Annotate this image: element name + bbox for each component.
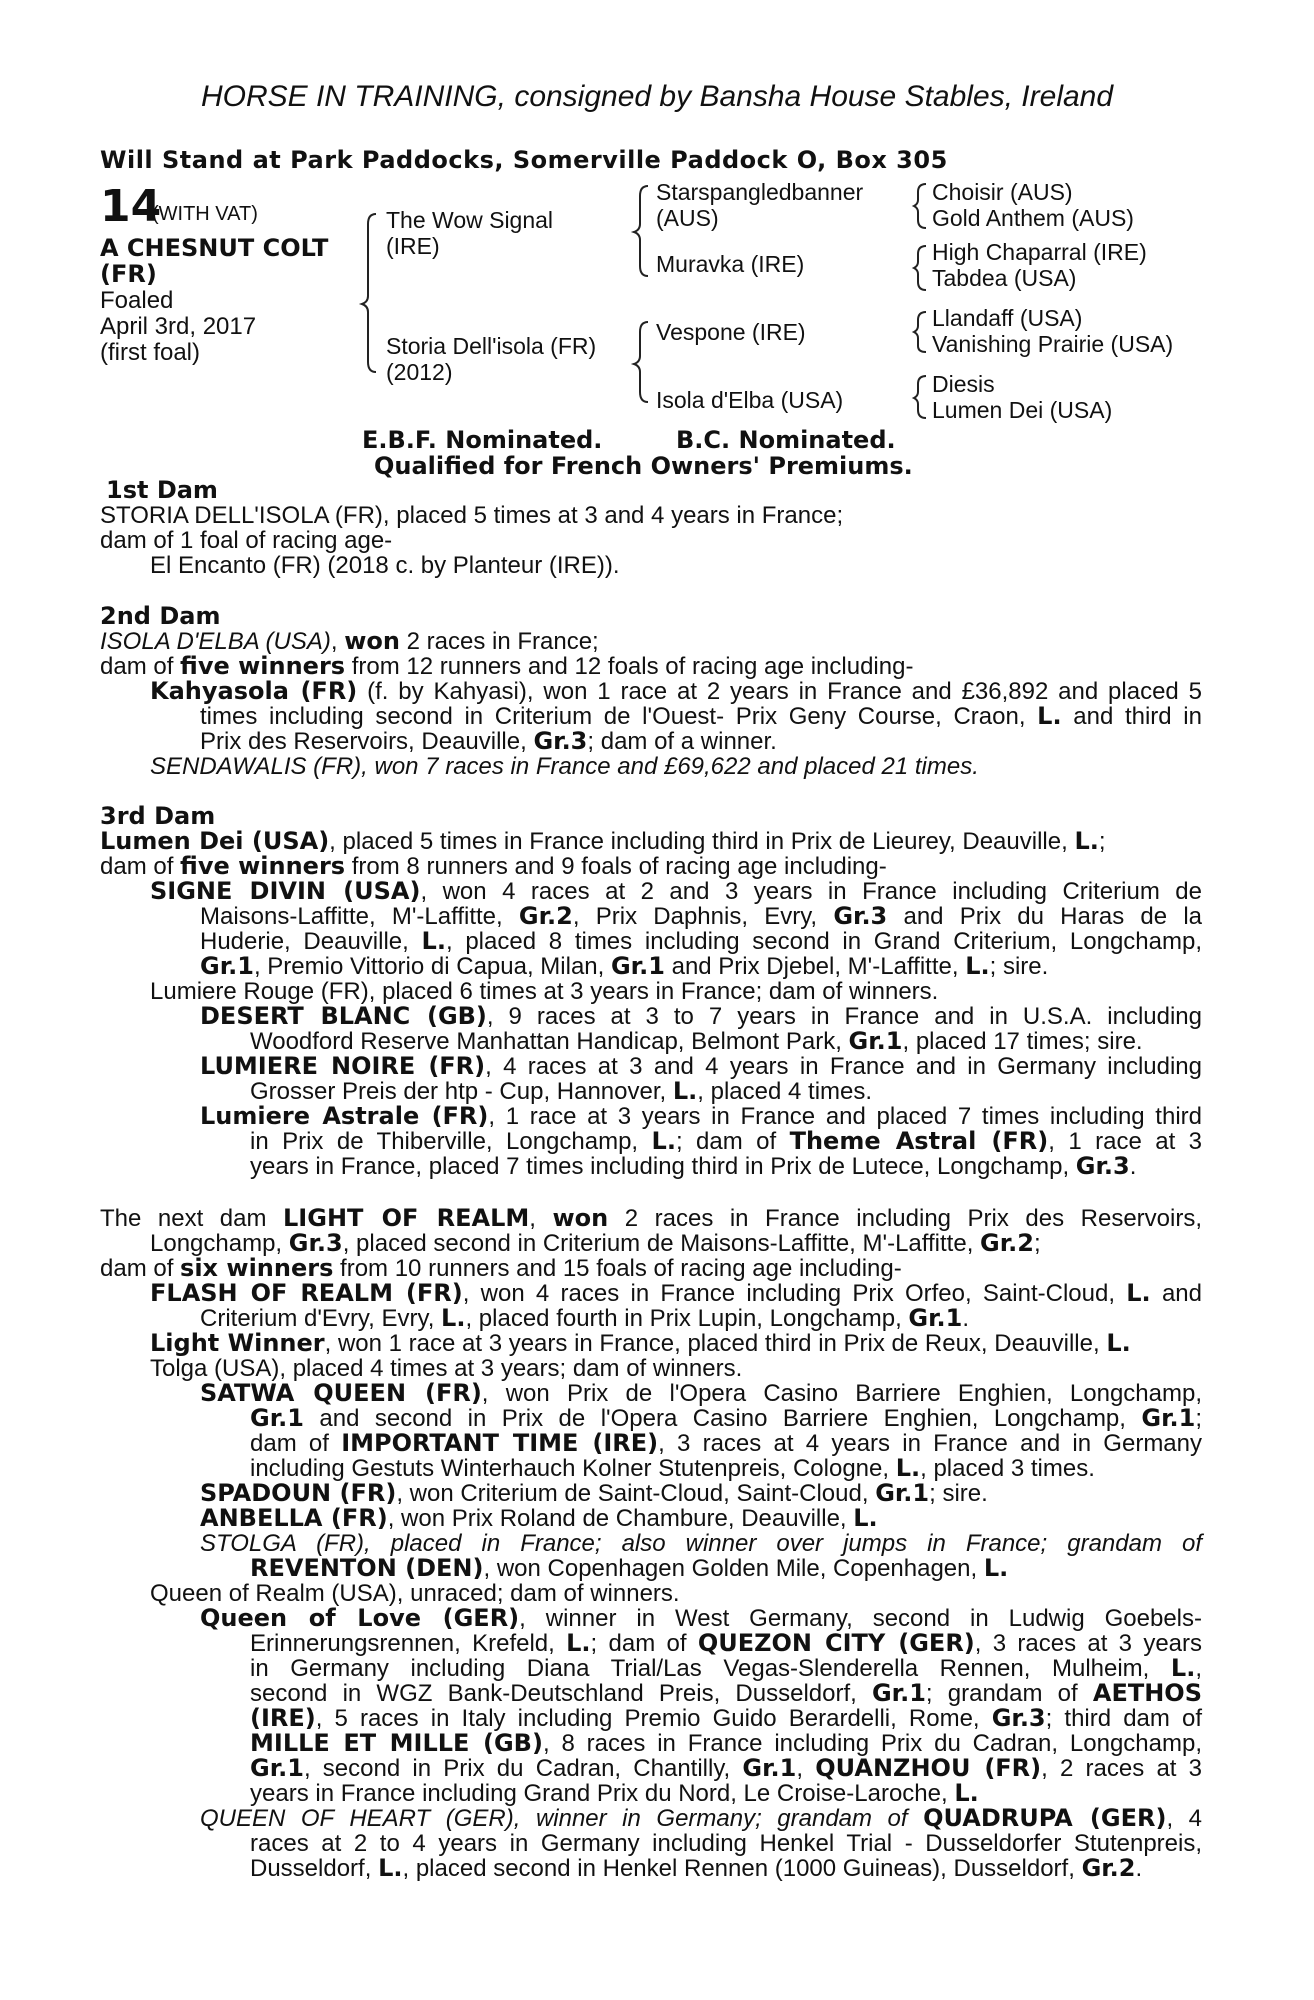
produce-entry-cont <box>100 904 1202 929</box>
produce-entry-cont <box>100 1154 1202 1179</box>
text-run: DESERT BLANC (GB) <box>200 1002 487 1030</box>
text-run: , placed 4 times. <box>697 1078 873 1105</box>
dam-produce-summary <box>100 1256 1202 1281</box>
produce-entry: Tolga (USA), placed 4 times at 3 years; dam of winners. <box>150 1355 743 1382</box>
text-run: in Prix de Thiberville, Longchamp, <box>250 1128 652 1155</box>
text-run: , 8 races in France including Prix du Cadran, Longchamp, <box>542 1730 1202 1757</box>
sire-name: The Wow Signal <box>386 207 554 233</box>
ancestor-1: Choisir (AUS) <box>932 179 1073 205</box>
produce-entry-cont <box>100 704 1202 729</box>
produce-entry-cont: races at 2 to 4 years in Germany including Henkel Trial - Dusseldorfer Stutenpreis, <box>250 1830 1202 1857</box>
text-run: including Gestuts Winterhauch Kolner Stutenpreis, Cologne, <box>250 1455 896 1482</box>
section-heading: 1st Dam <box>106 476 218 504</box>
dam-record-cont <box>100 1231 1202 1256</box>
text-run: , 1 race at 3 <box>1048 1128 1203 1155</box>
text-run: . <box>962 1305 970 1332</box>
text-run: ; <box>1195 1405 1202 1432</box>
text-run: Gr.1 <box>1141 1404 1196 1432</box>
text-run: , placed fourth in Prix Lupin, Longchamp, <box>465 1305 909 1332</box>
text-run: , placed second in Henkel Rennen (1000 Guineas), Dusseldorf, <box>402 1855 1082 1882</box>
dam-year: (2012) <box>386 359 453 385</box>
text-run: ; sire. <box>929 1480 988 1507</box>
text-run: ANBELLA (FR) <box>200 1504 388 1532</box>
text-run: , winner in West Germany, second in Ludwig Goebels- <box>519 1605 1203 1632</box>
text-run: , placed 8 times including second in Grand Criterium, Longchamp, <box>445 928 1203 955</box>
text-run: The next dam <box>100 1205 284 1232</box>
text-run: times including second in Criterium de l'Ouest- Prix Geny Course, Craon, <box>200 703 1038 730</box>
text-run: ISOLA D'ELBA (USA) <box>100 628 331 655</box>
text-run: ; <box>1098 828 1106 855</box>
text-run: and third in <box>1061 703 1202 730</box>
text-run: from 12 runners and 12 foals of racing age including- <box>345 653 914 680</box>
text-run: , won Prix Roland de Chambure, Deauville, <box>387 1505 854 1532</box>
text-run: , <box>796 1755 816 1782</box>
text-run: , Prix Daphnis, Evry, <box>572 903 834 930</box>
text-run: Prix des Reservoirs, Deauville, <box>200 728 534 755</box>
lot-description: A CHESNUT COLT <box>100 234 329 262</box>
text-run: , 4 <box>1166 1805 1203 1832</box>
text-run: IMPORTANT TIME (IRE) <box>341 1429 659 1457</box>
text-run: MILLE ET MILLE (GB) <box>250 1729 543 1757</box>
text-run: and <box>1150 1280 1202 1307</box>
sire-dam-name: Muravka (IRE) <box>656 251 805 277</box>
produce-entry-cont <box>100 929 1202 954</box>
ancestor-7: Diesis <box>932 371 995 397</box>
lot-number: 14 <box>100 181 162 232</box>
produce-entry-cont <box>100 1029 1202 1054</box>
produce-entry <box>100 1506 1202 1531</box>
text-run: Lumiere Astrale (FR) <box>200 1102 489 1130</box>
text-run: Gr.1 <box>200 952 254 980</box>
text-run: Gr.1 <box>250 1404 304 1432</box>
text-run: Erinnerungsrennen, Krefeld, <box>250 1630 567 1657</box>
text-run: L. <box>672 1077 698 1105</box>
text-run: five winners <box>180 852 346 880</box>
ancestor-2: Gold Anthem (AUS) <box>932 205 1134 231</box>
produce-entry-cont <box>100 1856 1202 1881</box>
produce-entry: STOLGA (FR), placed in France; also winner over jumps in France; grandam of <box>200 1530 1202 1557</box>
text-run: SATWA QUEEN (FR) <box>200 1379 482 1407</box>
produce-entry-cont <box>100 1456 1202 1481</box>
text-run: L. <box>853 1504 878 1532</box>
text-run: L. <box>441 1304 466 1332</box>
text-run: won <box>344 627 400 655</box>
text-run: second in WGZ Bank-Deutschland Preis, Dusseldorf, <box>250 1680 872 1707</box>
third-dam-section <box>100 804 1202 1179</box>
text-run: LUMIERE NOIRE (FR) <box>200 1052 486 1080</box>
text-run: L. <box>954 1779 979 1807</box>
produce-entry: SENDAWALIS (FR), won 7 races in France and £69,622 and placed 21 times. <box>150 753 979 780</box>
produce-entry-cont <box>100 1656 1202 1681</box>
text-run: Gr.3 <box>288 1229 343 1257</box>
text-run: SIGNE DIVIN (USA) <box>150 877 421 905</box>
text-run: , won 4 races in France including Prix Orfeo, Saint-Cloud, <box>462 1280 1127 1307</box>
text-run: , won 4 races at 2 and 3 years in France including Criterium de <box>420 878 1202 905</box>
dam-record <box>100 829 1202 854</box>
produce-entry-cont <box>100 1556 1202 1581</box>
text-run: Woodford Reserve Manhattan Handicap, Belmont Park, <box>250 1028 849 1055</box>
text-run: Gr.1 <box>848 1027 903 1055</box>
text-run: L. <box>1106 1329 1131 1357</box>
produce-entry-cont <box>100 1431 1202 1456</box>
produce-entry <box>100 1806 1202 1831</box>
text-run: from 8 runners and 9 foals of racing age including- <box>345 853 887 880</box>
produce-entry: El Encanto (FR) (2018 c. by Planteur (IRE)). <box>150 552 620 579</box>
produce-entry <box>100 1481 1202 1506</box>
text-run: (f. by Kahyasi), won 1 race at 2 years in France and £36,892 and placed 5 <box>357 678 1202 705</box>
produce-entry <box>100 1004 1202 1029</box>
produce-entry-cont <box>100 1731 1202 1756</box>
text-run: Light Winner <box>150 1329 325 1357</box>
text-run: , <box>1195 1655 1202 1682</box>
text-run: Queen of Love (GER) <box>200 1604 520 1632</box>
text-run: Gr.1 <box>908 1304 963 1332</box>
text-run: L. <box>965 952 990 980</box>
text-run: 2 races in France including Prix des Reservoirs, <box>608 1205 1203 1232</box>
text-run: six winners <box>180 1254 334 1282</box>
text-run: Huderie, Deauville, <box>200 928 422 955</box>
text-run: Gr.1 <box>742 1754 797 1782</box>
text-run: Gr.1 <box>875 1479 930 1507</box>
text-run: . <box>1129 1153 1137 1180</box>
text-run: , <box>529 1205 553 1232</box>
text-run: , 3 races at 3 years <box>974 1630 1203 1657</box>
text-run: ; grandam of <box>925 1680 1093 1707</box>
next-dam-section <box>100 1206 1202 1881</box>
text-run: years in France, placed 7 times including third in Prix de Lutece, Longchamp, <box>250 1153 1076 1180</box>
dam-record <box>100 1206 1202 1231</box>
dam-name: Storia Dell'isola (FR) <box>386 333 597 359</box>
dam-sire-name: Vespone (IRE) <box>656 319 806 345</box>
section-heading: 2nd Dam <box>100 602 221 630</box>
dam-record <box>100 629 1202 654</box>
text-run: Dusseldorf, <box>250 1855 379 1882</box>
produce-entry <box>100 1104 1202 1129</box>
text-run: , placed second in Criterium de Maisons-Laffitte, M'-Laffitte, <box>342 1230 981 1257</box>
text-run: Criterium d'Evry, Evry, <box>200 1305 442 1332</box>
text-run: and Prix Djebel, M'-Laffitte, <box>664 953 966 980</box>
text-run: years in France including Grand Prix du Nord, Le Croise-Laroche, <box>250 1780 955 1807</box>
text-run: SPADOUN (FR) <box>200 1479 397 1507</box>
text-run: Gr.2 <box>518 902 573 930</box>
text-run: Gr.1 <box>250 1754 304 1782</box>
second-dam-section <box>100 604 1202 779</box>
text-run: QUEEN OF HEART (GER), winner in Germany; grandam of <box>200 1805 924 1832</box>
section-heading: 3rd Dam <box>100 802 216 830</box>
produce-entry <box>100 1281 1202 1306</box>
text-run: , 9 races at 3 to 7 years in France and in U.S.A. including <box>486 1003 1202 1030</box>
text-run: from 10 runners and 15 foals of racing age including- <box>333 1255 902 1282</box>
text-run: Gr.1 <box>871 1679 926 1707</box>
text-run: , won 1 race at 3 years in France, placed third in Prix de Reux, Deauville, <box>324 1330 1107 1357</box>
dam-produce-summary <box>100 854 1202 879</box>
text-run: and second in Prix de l'Opera Casino Barriere Enghien, Longchamp, <box>303 1405 1142 1432</box>
ancestor-6: Vanishing Prairie (USA) <box>932 331 1174 357</box>
french-premiums: Qualified for French Owners' Premiums. <box>374 452 913 480</box>
produce-entry <box>100 1331 1202 1356</box>
text-run: L. <box>895 1454 921 1482</box>
text-run: LIGHT OF REALM <box>283 1204 530 1232</box>
text-run: , second in Prix du Cadran, Chantilly, <box>303 1755 743 1782</box>
text-run: , 3 races at 4 years in France and in Germany <box>658 1430 1203 1457</box>
text-run: Gr.2 <box>1081 1854 1136 1882</box>
sire-sire-country: (AUS) <box>656 205 719 231</box>
text-run: , placed 17 times; sire. <box>902 1028 1143 1055</box>
vat-note: (WITH VAT) <box>152 203 258 225</box>
text-run: dam of <box>250 1430 342 1457</box>
produce-entry: Queen of Realm (USA), unraced; dam of winners. <box>150 1580 680 1607</box>
text-run: dam of <box>100 1255 181 1282</box>
sire-sire-name: Starspangledbanner <box>656 179 864 205</box>
text-run: Gr.2 <box>980 1229 1034 1257</box>
produce-entry-cont <box>100 1781 1202 1806</box>
text-run: in Germany including Diana Trial/Las Vegas-Slenderella Rennen, Mulheim, <box>250 1655 1171 1682</box>
text-run: five winners <box>180 652 346 680</box>
text-run: Lumen Dei (USA) <box>100 827 330 855</box>
text-run: dam of <box>100 653 181 680</box>
produce-entry-cont <box>100 729 1202 754</box>
text-run: and Prix du Haras de la <box>887 903 1203 930</box>
text-run: , Premio Vittorio di Capua, Milan, <box>253 953 611 980</box>
foaled-date: April 3rd, 2017 <box>100 313 257 340</box>
dam-dam-name: Isola d'Elba (USA) <box>656 387 844 413</box>
text-run: QUANZHOU (FR) <box>815 1754 1042 1782</box>
text-run: L. <box>1037 702 1062 730</box>
produce-entry-cont <box>100 1706 1202 1731</box>
text-run: Kahyasola (FR) <box>150 677 358 705</box>
text-run: Gr.1 <box>610 952 665 980</box>
text-run: Theme Astral (FR) <box>789 1127 1049 1155</box>
text-run: dam of <box>100 853 181 880</box>
text-run: won <box>552 1204 609 1232</box>
text-run: , placed 5 times in France including third in Prix de Lieurey, Deauville, <box>329 828 1075 855</box>
text-run: Gr.3 <box>991 1704 1046 1732</box>
produce-entry-cont <box>100 954 1202 979</box>
text-run: Gr.3 <box>533 727 588 755</box>
text-run: , 4 races at 3 and 4 years in France and in Germany including <box>485 1053 1203 1080</box>
text-run: L. <box>1074 827 1099 855</box>
text-run: , <box>330 628 345 655</box>
first-dam-section <box>100 478 1202 578</box>
foaled-label: Foaled <box>100 287 174 314</box>
text-run: , won Prix de l'Opera Casino Barriere Enghien, Longchamp, <box>481 1380 1202 1407</box>
dam-produce-summary <box>100 654 1202 679</box>
dam-record: STORIA DELL'ISOLA (FR), placed 5 times at 3 and 4 years in France; <box>100 502 844 529</box>
text-run: Grosser Preis der htp - Cup, Hannover, <box>250 1078 673 1105</box>
text-run: , won Copenhagen Golden Mile, Copenhagen, <box>483 1555 984 1582</box>
lot-country: (FR) <box>100 260 157 288</box>
text-run: , placed 3 times. <box>920 1455 1095 1482</box>
produce-entry-cont <box>100 1756 1202 1781</box>
produce-entry-cont <box>100 1306 1202 1331</box>
catalogue-header: HORSE IN TRAINING, consigned by Bansha House Stables, Ireland <box>200 80 1114 113</box>
bc-nominated: B.C. Nominated. <box>676 426 896 454</box>
text-run: ; dam of <box>590 1630 698 1657</box>
produce-entry-cont <box>100 1406 1202 1431</box>
ancestor-8: Lumen Dei (USA) <box>932 397 1113 423</box>
sire-country: (IRE) <box>386 233 440 259</box>
text-run: REVENTON (DEN) <box>250 1554 484 1582</box>
text-run: Maisons-Laffitte, M'-Laffitte, <box>200 903 519 930</box>
foal-note: (first foal) <box>100 339 201 366</box>
text-run: L. <box>983 1554 1009 1582</box>
text-run: Longchamp, <box>150 1230 289 1257</box>
text-run: , won Criterium de Saint-Cloud, Saint-Cloud, <box>396 1480 876 1507</box>
text-run: (IRE) <box>250 1704 316 1732</box>
text-run: L. <box>1126 1279 1151 1307</box>
text-run: , 1 race at 3 years in France and placed 7 times including third <box>488 1103 1202 1130</box>
text-run: 2 races in France; <box>399 628 599 655</box>
text-run: L. <box>421 927 446 955</box>
text-run: L. <box>1170 1654 1196 1682</box>
produce-entry <box>100 1054 1202 1079</box>
produce-entry <box>100 879 1202 904</box>
ancestor-5: Llandaff (USA) <box>932 305 1083 331</box>
text-run: Gr.3 <box>1075 1152 1130 1180</box>
produce-entry: Lumiere Rouge (FR), placed 6 times at 3 years in France; dam of winners. <box>150 978 939 1005</box>
ancestor-3: High Chaparral (IRE) <box>932 239 1147 265</box>
produce-entry-cont <box>100 1681 1202 1706</box>
text-run: ; sire. <box>989 953 1049 980</box>
text-run: ; dam of a winner. <box>587 728 777 755</box>
produce-entry-cont <box>100 1129 1202 1154</box>
text-run: L. <box>378 1854 403 1882</box>
produce-entry <box>100 679 1202 704</box>
text-run: FLASH OF REALM (FR) <box>150 1279 463 1307</box>
text-run: L. <box>566 1629 591 1657</box>
text-run: Gr.3 <box>833 902 888 930</box>
text-run: ; dam of <box>675 1128 790 1155</box>
ebf-nominated: E.B.F. Nominated. <box>362 426 603 454</box>
produce-entry-cont <box>100 1079 1202 1104</box>
text-run: QUEZON CITY (GER) <box>697 1629 975 1657</box>
text-run: , 2 races at 3 <box>1041 1755 1203 1782</box>
text-run: . <box>1135 1855 1143 1882</box>
produce-entry <box>100 1606 1202 1631</box>
dam-produce-summary: dam of 1 foal of racing age- <box>100 527 393 554</box>
text-run: AETHOS <box>1092 1679 1202 1707</box>
produce-entry <box>100 1381 1202 1406</box>
produce-entry-cont <box>100 1631 1202 1656</box>
ancestor-4: Tabdea (USA) <box>932 265 1077 291</box>
text-run: L. <box>651 1127 676 1155</box>
text-run: QUADRUPA (GER) <box>923 1804 1167 1832</box>
text-run: , 5 races in Italy including Premio Guido Berardelli, Rome, <box>315 1705 992 1732</box>
stand-location: Will Stand at Park Paddocks, Somerville Paddock O, Box 305 <box>100 146 948 174</box>
text-run: ; third dam of <box>1045 1705 1203 1732</box>
text-run: ; <box>1033 1230 1041 1257</box>
